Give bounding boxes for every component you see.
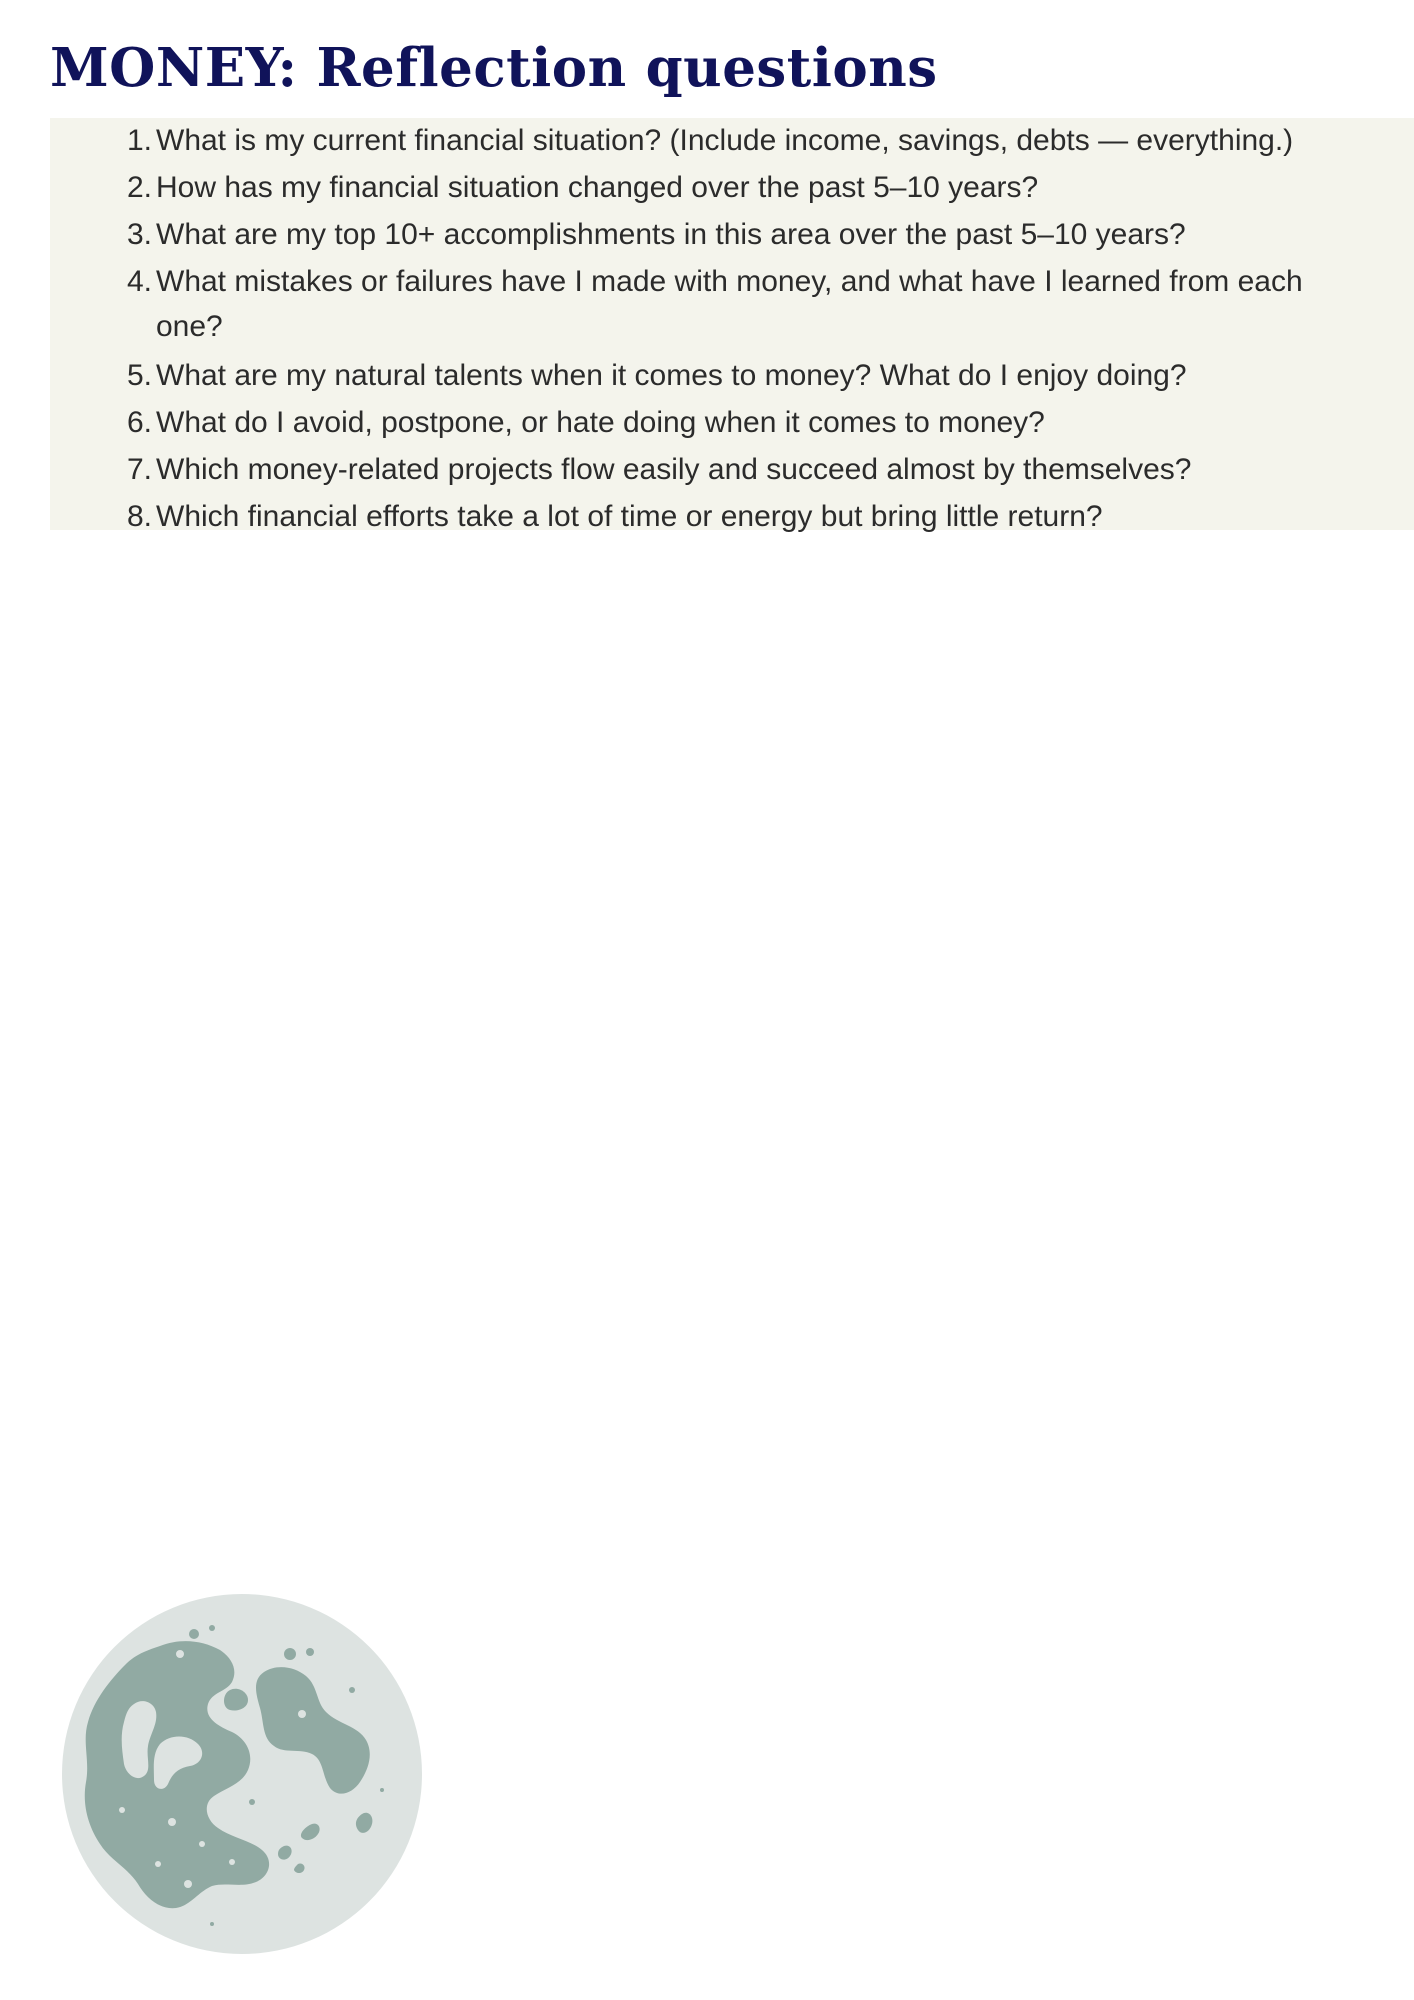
question-number: 1. — [126, 124, 152, 157]
question-number: 5. — [126, 359, 152, 392]
question-text: What mistakes or failures have I made with money, and what have I learned from each one? — [156, 265, 1303, 343]
question-item — [50, 118, 1370, 163]
question-text: What is my current financial situation? (Include income, savings, debts — everything.) — [156, 124, 1294, 157]
question-text: How has my financial situation changed over the past 5–10 years? — [156, 171, 1039, 204]
question-text: What are my top 10+ accomplishments in this area over the past 5–10 years? — [156, 218, 1186, 251]
moon-icon — [62, 1594, 422, 1954]
question-item — [50, 447, 1370, 492]
question-number: 4. — [126, 265, 152, 298]
question-number: 3. — [126, 218, 152, 251]
question-item — [50, 494, 1370, 539]
question-number: 6. — [126, 406, 152, 439]
question-item — [50, 165, 1370, 210]
question-item — [50, 212, 1370, 257]
question-text: Which money-related projects flow easily and succeed almost by themselves? — [156, 453, 1192, 486]
questions-panel — [50, 118, 1414, 533]
question-number: 8. — [126, 500, 152, 533]
question-item — [50, 400, 1370, 445]
question-text: Which financial efforts take a lot of time or energy but bring little return? — [156, 500, 1103, 533]
question-number: 2. — [126, 171, 152, 204]
question-item — [50, 353, 1370, 398]
question-text: What are my natural talents when it comes to money? What do I enjoy doing? — [156, 359, 1187, 392]
question-text: What do I avoid, postpone, or hate doing when it comes to money? — [156, 406, 1045, 439]
question-number: 7. — [126, 453, 152, 486]
page-title: MONEY: Reflection questions — [50, 37, 938, 99]
question-item — [50, 259, 1370, 349]
